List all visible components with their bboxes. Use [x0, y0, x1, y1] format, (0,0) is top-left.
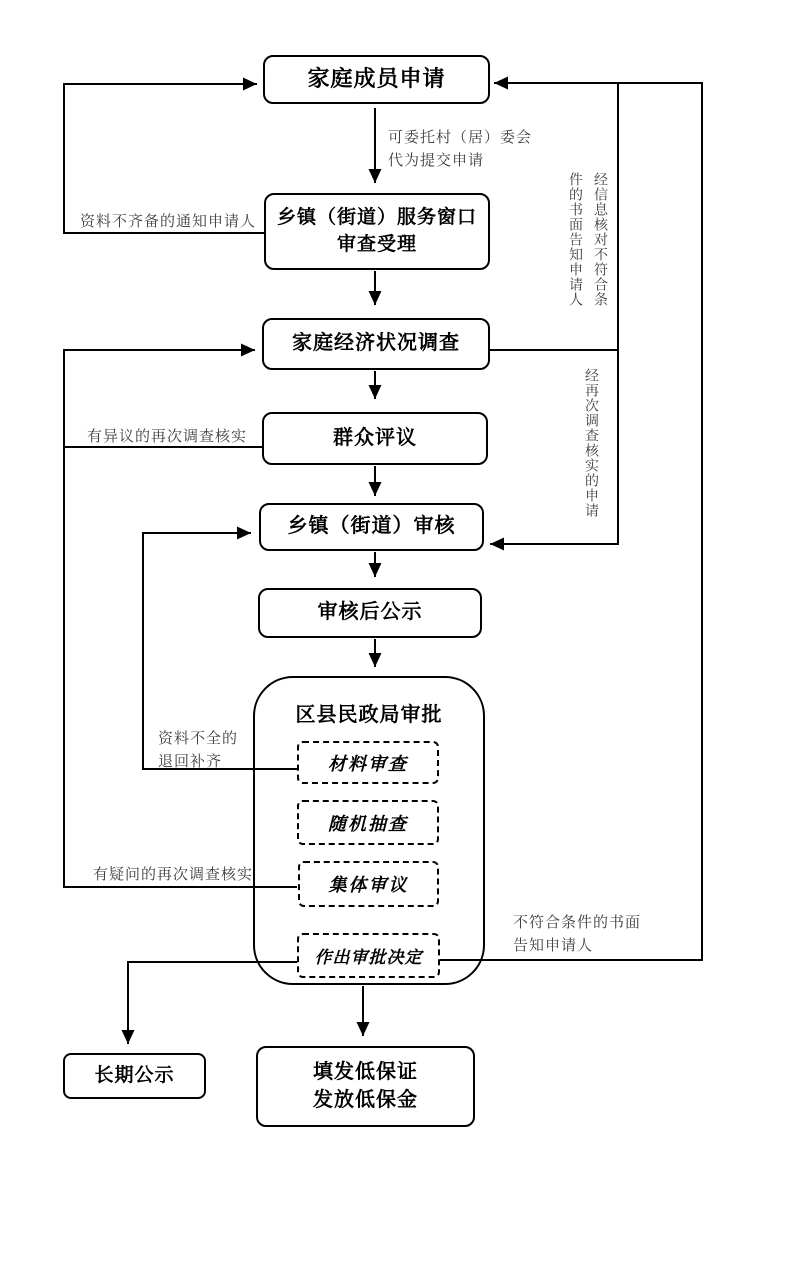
node-material-review: 材料审查: [297, 741, 439, 784]
node-township-window-accept: 乡镇（街道）服务窗口 审查受理: [264, 193, 490, 270]
node-post-review-publicity: 审核后公示: [258, 588, 482, 638]
label-objection-recheck: 有异议的再次调查核实: [87, 427, 248, 445]
node-long-term-publicity: 长期公示: [63, 1053, 206, 1099]
label-doubt-recheck: 有疑问的再次调查核实: [93, 865, 254, 883]
label-materials-incomplete-notify: 资料不齐备的通知申请人: [80, 212, 257, 230]
node-township-review: 乡镇（街道）审核: [259, 503, 484, 551]
node-random-spot-check: 随机抽查: [297, 800, 439, 845]
node-issue-and-pay: 填发低保证 发放低保金: [256, 1046, 475, 1127]
node-mass-appraisal: 群众评议: [262, 412, 488, 465]
label-info-check-unqualified-vertical: 经信息核对不符合条件的书面告知申请人: [567, 172, 608, 307]
label-unqualified-written-notify: 不符合条件的书面 告知申请人: [513, 913, 642, 955]
label-materials-missing-return: 资料不全的 退回补齐: [158, 729, 239, 771]
node-family-apply: 家庭成员申请: [263, 55, 490, 104]
node-economic-survey: 家庭经济状况调查: [262, 318, 490, 370]
label-recheck-verified-application-vertical: 经再次调查核实的申请: [583, 368, 599, 518]
node-approval-decision: 作出审批决定: [297, 933, 440, 978]
label-entrust-note: 可委托村（居）委会 代为提交申请: [388, 128, 533, 170]
node-collective-deliberation: 集体审议: [298, 861, 439, 907]
bureau-approval-title: 区县民政局审批: [295, 704, 443, 726]
